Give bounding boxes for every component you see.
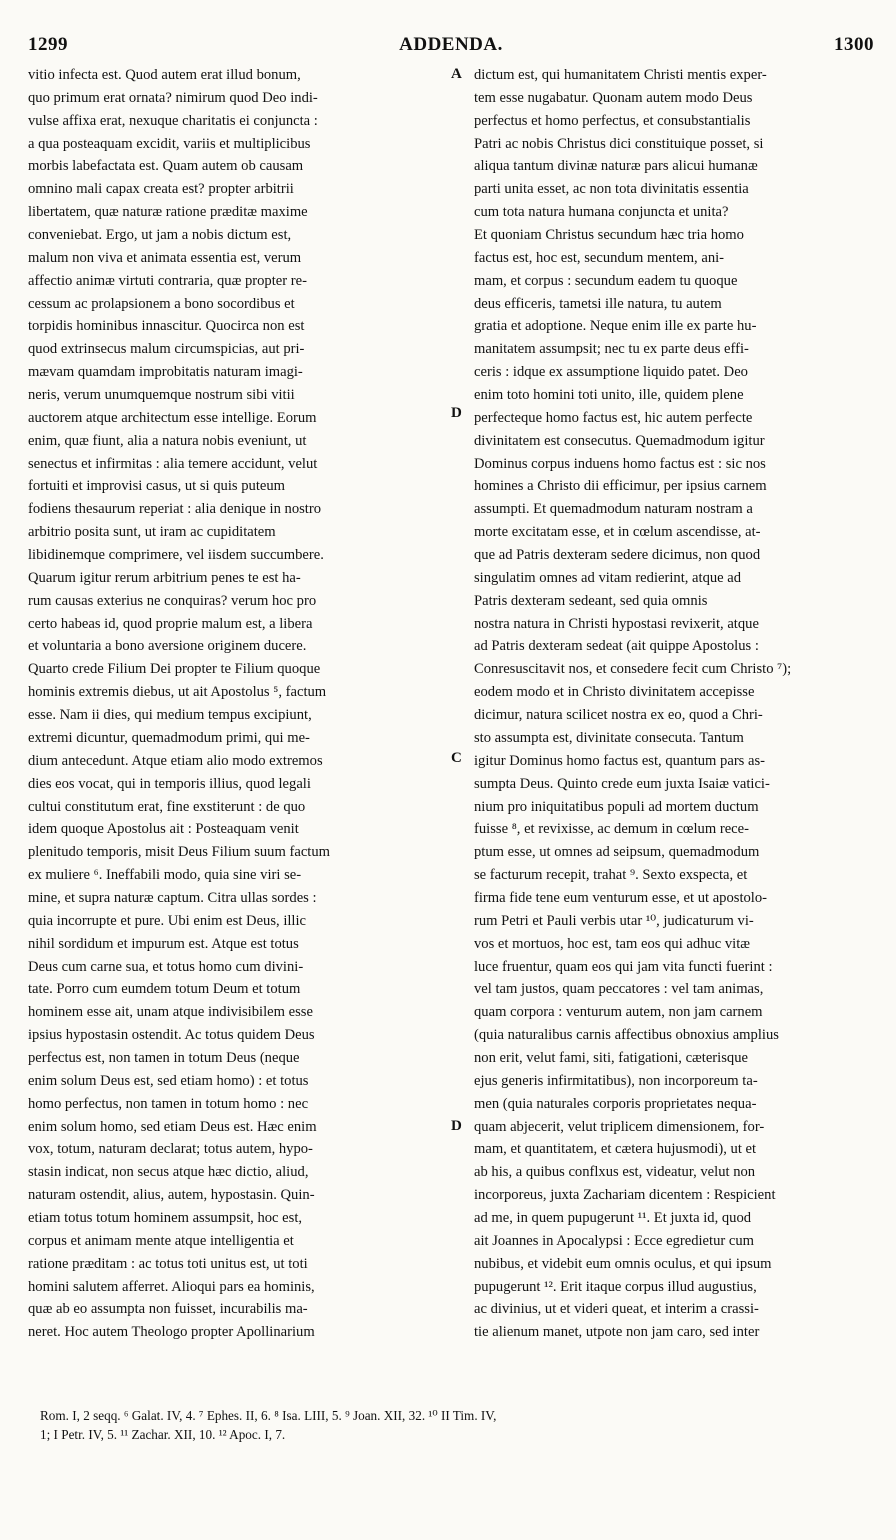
text-line: ex muliere ⁶. Ineffabili modo, quia sine viri se- [28,867,302,884]
text-line: igitur Dominus homo factus est, quantum pars as- [474,752,766,769]
text-line: corpus et animam mente atque intelligentia et [28,1232,294,1249]
text-line: Quarum igitur rerum arbitrium penes te est ha- [28,569,301,586]
text-line: malum non viva et animata essentia est, verum [28,249,302,266]
text-line: fuisse ⁸, et revixisse, ac demum in cœlum rece- [474,821,749,838]
text-line: sumpta Deus. Quinto crede eum juxta Isaiæ vatici- [474,775,770,792]
text-line: nostra natura in Christi hypostasi revixerit, atque [474,615,759,632]
text-line: libertatem, quæ naturæ ratione præditæ maxime [28,204,308,221]
text-line: sto assumpta est, divinitate consecuta. Tantum [474,729,744,746]
text-line: se facturum recepit, trahat ⁹. Sexto exspecta, et [474,867,748,884]
running-title: ADDENDA. [399,34,503,55]
text-line: incorporeus, juxta Zachariam dicentem : Respicient [474,1187,776,1204]
page-number-left: 1299 [28,34,68,55]
text-line: dictum est, qui humanitatem Christi mentis exper- [474,67,767,83]
text-line: libidinemque comprimere, vel iisdem succumbere. [28,547,324,564]
text-line: conveniebat. Ergo, ut jam a nobis dictum est, [28,227,292,244]
text-line: enim toto homini toti unito, ille, quidem plene [474,387,744,404]
text-line: ait Joannes in Apocalypsi : Ecce egredietur cum [474,1232,755,1249]
page-number-right: 1300 [834,34,874,55]
text-line: et voluntaria a bono aversione originem ducere. [28,638,307,655]
text-line: nubibus, et videbit eum omnis oculus, et qui ipsum [474,1255,772,1272]
text-line: vox, totum, naturam declarat; totus autem, hypo- [28,1141,313,1158]
footnotes [40,1406,880,1444]
text-line: hominem esse ait, unam atque indivisibilem esse [28,1004,313,1021]
text-line: perfecteque homo factus est, hic autem perfecte [474,409,753,426]
text-line: ab his, a quibus conflxus est, videatur, velut non [474,1164,756,1181]
text-line: manitatem assumpsit; nec tu ex parte deus effi- [474,341,749,358]
text-line: hominis extremis diebus, ut ait Apostolus ⁵, factum [28,684,327,701]
text-line: quam abjecerit, velut triplicem dimensionem, for- [474,1118,765,1135]
text-line: dies eos vocat, qui in temporis illius, quod legali [28,775,311,792]
text-line: torpidis hominibus innascitur. Quocirca non est [28,318,305,335]
text-line: parti unita esset, ac non tota divinitatis essentia [474,181,749,198]
text-line: cessum ac prolapsionem a bono socordibus et [28,295,295,312]
text-line: singulatim omnes ad vitam redierint, atque ad [474,569,742,586]
text-line: auctorem atque architectum esse intellige. Eorum [28,409,317,426]
text-line: enim solum Deus est, sed etiam homo) : et totus [28,1072,309,1089]
text-line: rum Petri et Pauli verbis utar ¹⁰, judicaturum vi- [474,912,754,929]
text-line: deus efficeris, tametsi ille natura, tu autem [474,295,722,312]
running-header [28,34,874,60]
text-line: eodem modo et in Christo divinitatem accepisse [474,684,755,701]
text-line: pupugerunt ¹². Erit itaque corpus illud augustius, [474,1278,757,1295]
text-line: idem quoque Apostolus ait : Posteaquam venit [28,821,299,838]
text-line: ad me, in quem pupugerunt ¹¹. Et juxta id, quod [474,1209,752,1226]
text-line: rum causas exterius ne conquiras? verum hoc pro [28,592,317,609]
text-line: assumpti. Et quemadmodum naturam nostram a [474,501,753,518]
text-line: mævam quamdam improbitatis naturam imagi- [28,364,303,381]
text-line: homo perfectus, non tamen in totum homo : nec [28,1095,309,1112]
text-line: neret. Hoc autem Theologo propter Apollinarium [28,1324,315,1341]
text-line: mine, et supra naturæ captum. Citra ullas sordes : [28,889,317,906]
text-line: enim solum homo, sed etiam Deus est. Hæc enim [28,1118,317,1135]
text-line: esse. Nam ii dies, qui medium tempus excipiunt, [28,707,312,724]
text-line: etiam totus totum hominem assumpsit, hoc est, [28,1209,303,1226]
text-line: ptum esse, ut omnes ad seipsum, quemadmodum [474,844,760,861]
text-line: ceris : idque ex assumptione liquido patet. Deo [474,364,748,381]
text-line: fodiens thesaurum reperiat : alia denique in nostro [28,501,322,518]
text-line: nium pro iniquitatibus populi ad mortem ductum [474,798,759,815]
text-line: perfectus et homo perfectus, et consubstantialis [474,112,751,129]
text-line: mam, et corpus : secundum eadem tu quoque [474,272,738,289]
text-line: homines a Christo dii efficimur, per ipsius carnem [474,478,767,495]
text-line: Deus cum carne sua, et totus homo cum divini- [28,958,304,975]
text-line: non erit, velut fami, siti, fatigationi, cæterisque [474,1049,748,1066]
text-line: (quia naturalibus carnis affectibus obnoxius amplius [474,1027,779,1044]
text-line: perfectus est, non tamen in totum Deus (neque [28,1049,300,1066]
text-line: Patris dexteram sedeant, sed quia omnis [474,592,708,609]
margin-letter-d: D [451,1118,462,1134]
text-line: gratia et adoptione. Neque enim ille ex parte hu- [474,318,757,335]
text-line: dicimur, natura scilicet nostra ex eo, quod a Chri- [474,707,763,724]
text-line: extremi dicuntur, quemadmodum primi, qui me- [28,729,310,746]
text-line: men (quia naturales corporis proprietates nequa- [474,1095,757,1112]
text-line: divinitatem est consecutus. Quemadmodum igitur [474,432,765,449]
text-line: ac divinius, ut et videri queat, et interim a crassi- [474,1301,759,1318]
text-line: quod extrinsecus malum circumspicias, aut pri- [28,341,305,358]
text-line: cum tota natura humana conjuncta et unita? [474,204,729,221]
text-line: affectio animæ virtuti contraria, quæ propter re- [28,272,307,289]
text-line: vulse affixa erat, nexuque charitatis ei conjuncta : [28,112,318,129]
text-line: tate. Porro cum eumdem totum Deum et totum [28,981,301,998]
text-line: nihil sordidum et impurum est. Atque est totus [28,935,299,952]
text-line: tie alienum manet, utpote non jam caro, sed inter [474,1324,760,1341]
text-line: aliqua tantum divinæ naturæ pars alicui humanæ [474,158,758,175]
text-line: quam corpora : venturum autem, non jam carnem [474,1004,763,1021]
text-line: vitio infecta est. Quod autem erat illud bonum, [28,67,301,83]
text-line: Quarto crede Filium Dei propter te Filium quoque [28,661,321,678]
text-line: quæ ab eo assumpta non fuisset, incurabilis ma- [28,1301,308,1318]
text-line: Patri ac nobis Christus dici constituique posset, si [474,135,764,152]
margin-letter-b: D [451,405,462,421]
text-line: ipsius hypostasin ostendit. Ac totus quidem Deus [28,1027,315,1044]
text-line: omnino mali capax creata est? propter arbitrii [28,181,294,198]
text-line: a qua posteaquam excidit, variis et multiplicibus [28,135,311,152]
text-line: naturam ostendit, alius, autem, hypostasin. Quin- [28,1187,315,1204]
text-line: dium antecedunt. Atque etiam alio modo extremos [28,752,323,769]
text-line: firma fide tene eum venturum esse, et ut apostolo- [474,889,768,906]
text-line: Et quoniam Christus secundum hæc tria homo [474,227,744,244]
text-line: certo habeas id, quod proprie malum est, a libera [28,615,313,632]
text-line: fortuiti et improvisi casus, ut si quis puteum [28,478,285,495]
text-line: plenitudo temporis, misit Deus Filium suum factum [28,844,330,861]
text-line: morbis labefactata est. Quam autem ob causam [28,158,304,175]
text-line: neris, verum unumquemque nostrum sibi vitii [28,387,295,404]
text-line: cultui constitutum erat, fine exstiterunt : de quo [28,798,306,815]
text-line: mam, et quantitatem, et cætera hujusmodi), ut et [474,1141,757,1158]
text-line: ratione præditam : ac totus toti unitus est, ut toti [28,1255,308,1272]
footnote-line: 1; I Petr. IV, 5. ¹¹ Zachar. XII, 10. ¹² Apoc. I, 7. [40,1427,286,1442]
text-line: tem esse nugabatur. Quonam autem modo Deus [474,89,753,106]
text-line: stasin indicat, non secus atque hæc dictio, aliud, [28,1164,309,1181]
text-line: factus est, hoc est, secundum mentem, ani- [474,249,725,266]
text-line: morte excitatam esse, et in cœlum ascendisse, at- [474,524,761,541]
text-line: Conresuscitavit nos, et consedere fecit cum Christo ⁷); [474,661,792,678]
text-line: senectus et infirmitas : alia temere accidunt, velut [28,455,318,472]
text-line: quia incorrupte et pure. Ubi enim est Deus, illic [28,912,307,929]
text-line: quo primum erat ornata? nimirum quod Deo indi- [28,89,318,106]
text-line: enim, quæ fiunt, alia a natura nobis eveniunt, ut [28,432,307,449]
text-line: homini salutem afferret. Alioqui pars ea hominis, [28,1278,315,1295]
margin-letter-c: C [451,750,462,766]
left-column [28,64,448,1344]
text-line: ejus generis infirmitatibus), non incorporeum ta- [474,1072,758,1089]
footnote-line: Rom. I, 2 seqq. ⁶ Galat. IV, 4. ⁷ Ephes. II, 6. ⁸ Isa. LIII, 5. ⁹ Joan. XII, 32. ¹⁰ II Tim. IV, [40,1408,497,1423]
text-line: ad Patris dexteram sedeat (ait quippe Apostolus : [474,638,759,655]
text-line: vos et mortuos, hoc est, tam eos qui adhuc vitæ [474,935,751,952]
right-column [474,64,876,1344]
text-line: arbitrio posita sunt, ut iram ac cupiditatem [28,524,276,541]
text-line: que ad Patris dexteram sedere dicimus, non quod [474,547,761,564]
text-line: Dominus corpus induens homo factus est : sic nos [474,455,766,472]
margin-letter-a: A [451,66,462,82]
text-line: vel tam justos, quam peccatores : vel tam animas, [474,981,764,998]
text-line: luce fruentur, quam eos qui jam vita functi fuerint : [474,958,773,975]
